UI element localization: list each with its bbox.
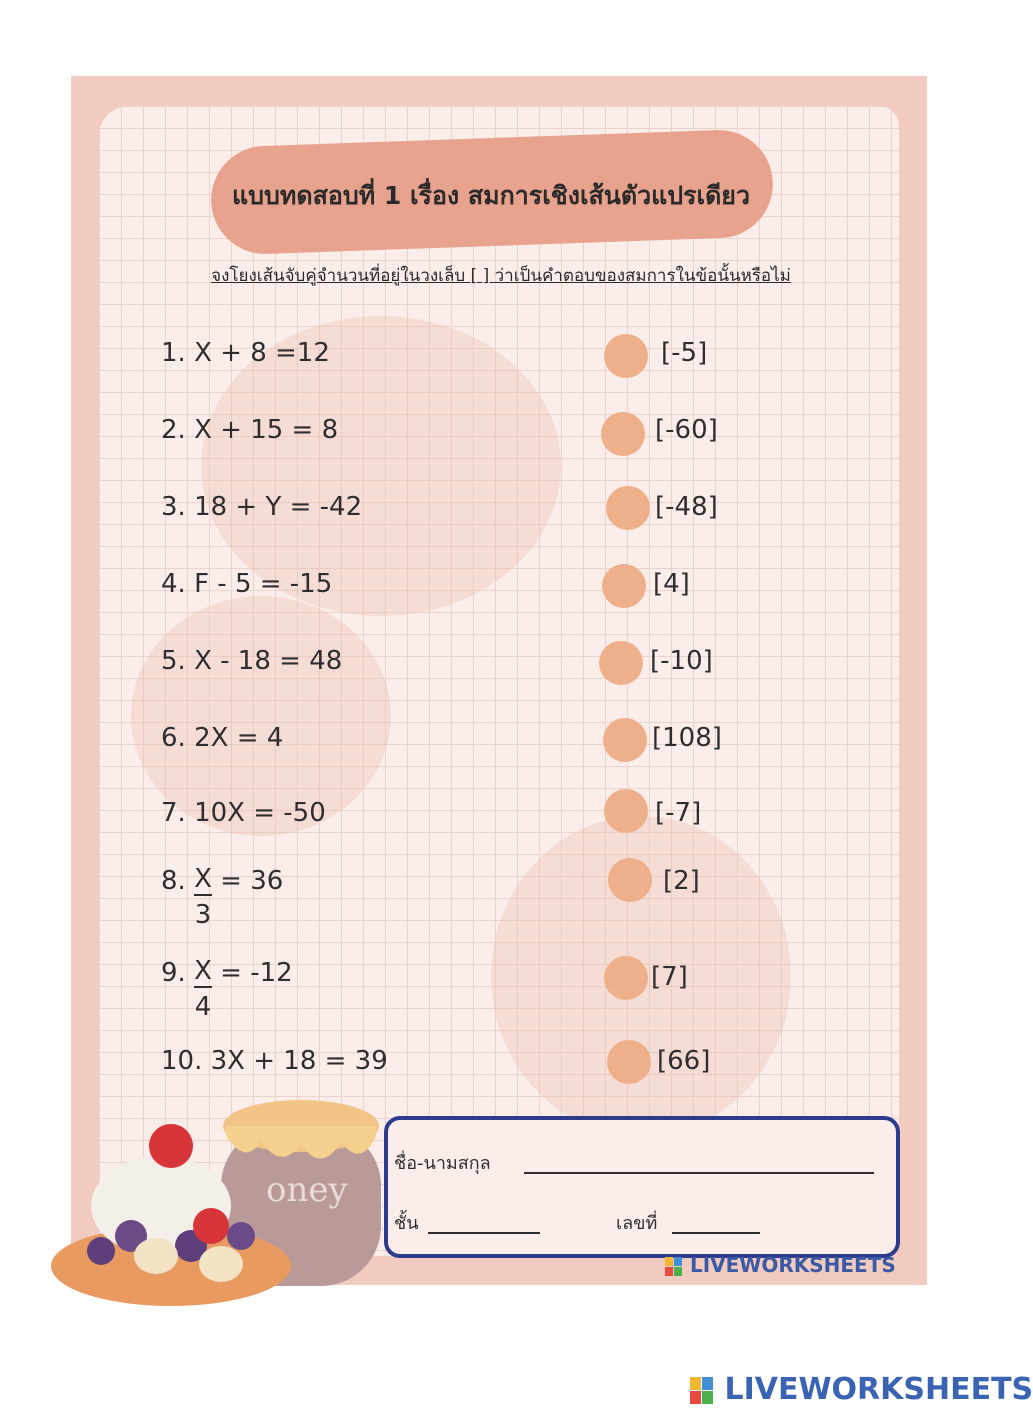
answer-9: [7] xyxy=(651,962,688,992)
answer-2: [-60] xyxy=(655,415,718,445)
liveworksheets-logo-icon xyxy=(690,1377,714,1405)
fraction-denominator: 3 xyxy=(194,900,212,930)
inner-liveworksheets-logo xyxy=(665,1253,896,1277)
question-8-fraction xyxy=(194,866,212,928)
match-dot-5[interactable] xyxy=(599,641,643,685)
match-dot-8[interactable] xyxy=(608,858,652,902)
strawberry xyxy=(149,1124,193,1168)
name-label: ชื่อ-นามสกุล xyxy=(394,1153,491,1174)
answer-1: [-5] xyxy=(661,338,708,368)
dessert-illustration xyxy=(71,1086,391,1286)
number-field[interactable] xyxy=(672,1232,760,1234)
match-dot-10[interactable] xyxy=(607,1040,651,1084)
match-dot-7[interactable] xyxy=(604,789,648,833)
question-1: 1. X + 8 =12 xyxy=(161,338,330,368)
jar-label-text: oney xyxy=(266,1170,348,1210)
question-5: 5. X - 18 = 48 xyxy=(161,646,343,676)
liveworksheets-logo-icon xyxy=(665,1257,683,1277)
question-9-fraction xyxy=(194,958,212,1020)
match-dot-2[interactable] xyxy=(601,412,645,456)
instruction-text: จงโยงเส้นจับคู่จำนวนที่อยู่ในวงเล็บ [ ] ว่าเป็นคำตอบของสมการในข้อนั้นหรือไม่ xyxy=(211,266,791,286)
answer-3: [-48] xyxy=(655,492,718,522)
fraction-numerator: X xyxy=(194,956,212,986)
fraction-numerator: X xyxy=(194,864,212,894)
question-8-rest: = 36 xyxy=(220,866,284,896)
class-field[interactable] xyxy=(428,1232,540,1234)
name-field[interactable] xyxy=(524,1172,874,1174)
class-label: ชั้น xyxy=(394,1213,419,1234)
match-dot-9[interactable] xyxy=(604,956,648,1000)
question-9-prefix: 9. xyxy=(161,958,186,988)
match-dot-4[interactable] xyxy=(602,564,646,608)
match-dot-3[interactable] xyxy=(606,486,650,530)
answer-8: [2] xyxy=(663,866,700,896)
answer-10: [66] xyxy=(657,1046,711,1076)
fraction-denominator: 4 xyxy=(194,992,212,1022)
match-dot-1[interactable] xyxy=(604,334,648,378)
inner-logo-text: LIVEWORKSHEETS xyxy=(689,1253,896,1277)
footer-liveworksheets-logo[interactable] xyxy=(690,1372,1033,1407)
footer-logo-text: LIVEWORKSHEETS xyxy=(724,1372,1033,1407)
blueberry xyxy=(87,1237,115,1265)
question-2: 2. X + 15 = 8 xyxy=(161,415,339,445)
question-8 xyxy=(161,866,283,928)
worksheet-title: แบบทดสอบที่ 1 เรื่อง สมการเชิงเส้นตัวแปรเดียว xyxy=(232,181,750,210)
answer-5: [-10] xyxy=(650,646,713,676)
match-dot-6[interactable] xyxy=(603,718,647,762)
question-6: 6. 2X = 4 xyxy=(161,723,284,753)
answer-4: [4] xyxy=(653,569,690,599)
student-info-box xyxy=(384,1116,900,1258)
answer-7: [-7] xyxy=(655,798,702,828)
worksheet-sheet xyxy=(71,76,927,1285)
strawberry xyxy=(193,1208,229,1244)
question-8-prefix: 8. xyxy=(161,866,186,896)
banana-slice xyxy=(199,1246,243,1282)
answer-6: [108] xyxy=(652,723,722,753)
blueberry xyxy=(227,1222,255,1250)
question-9-rest: = -12 xyxy=(220,958,293,988)
question-7: 7. 10X = -50 xyxy=(161,798,326,828)
question-4: 4. F - 5 = -15 xyxy=(161,569,333,599)
question-9 xyxy=(161,958,293,1020)
question-10: 10. 3X + 18 = 39 xyxy=(161,1046,388,1076)
banana-slice xyxy=(134,1238,178,1274)
number-label: เลขที่ xyxy=(616,1213,658,1234)
question-3: 3. 18 + Y = -42 xyxy=(161,492,363,522)
